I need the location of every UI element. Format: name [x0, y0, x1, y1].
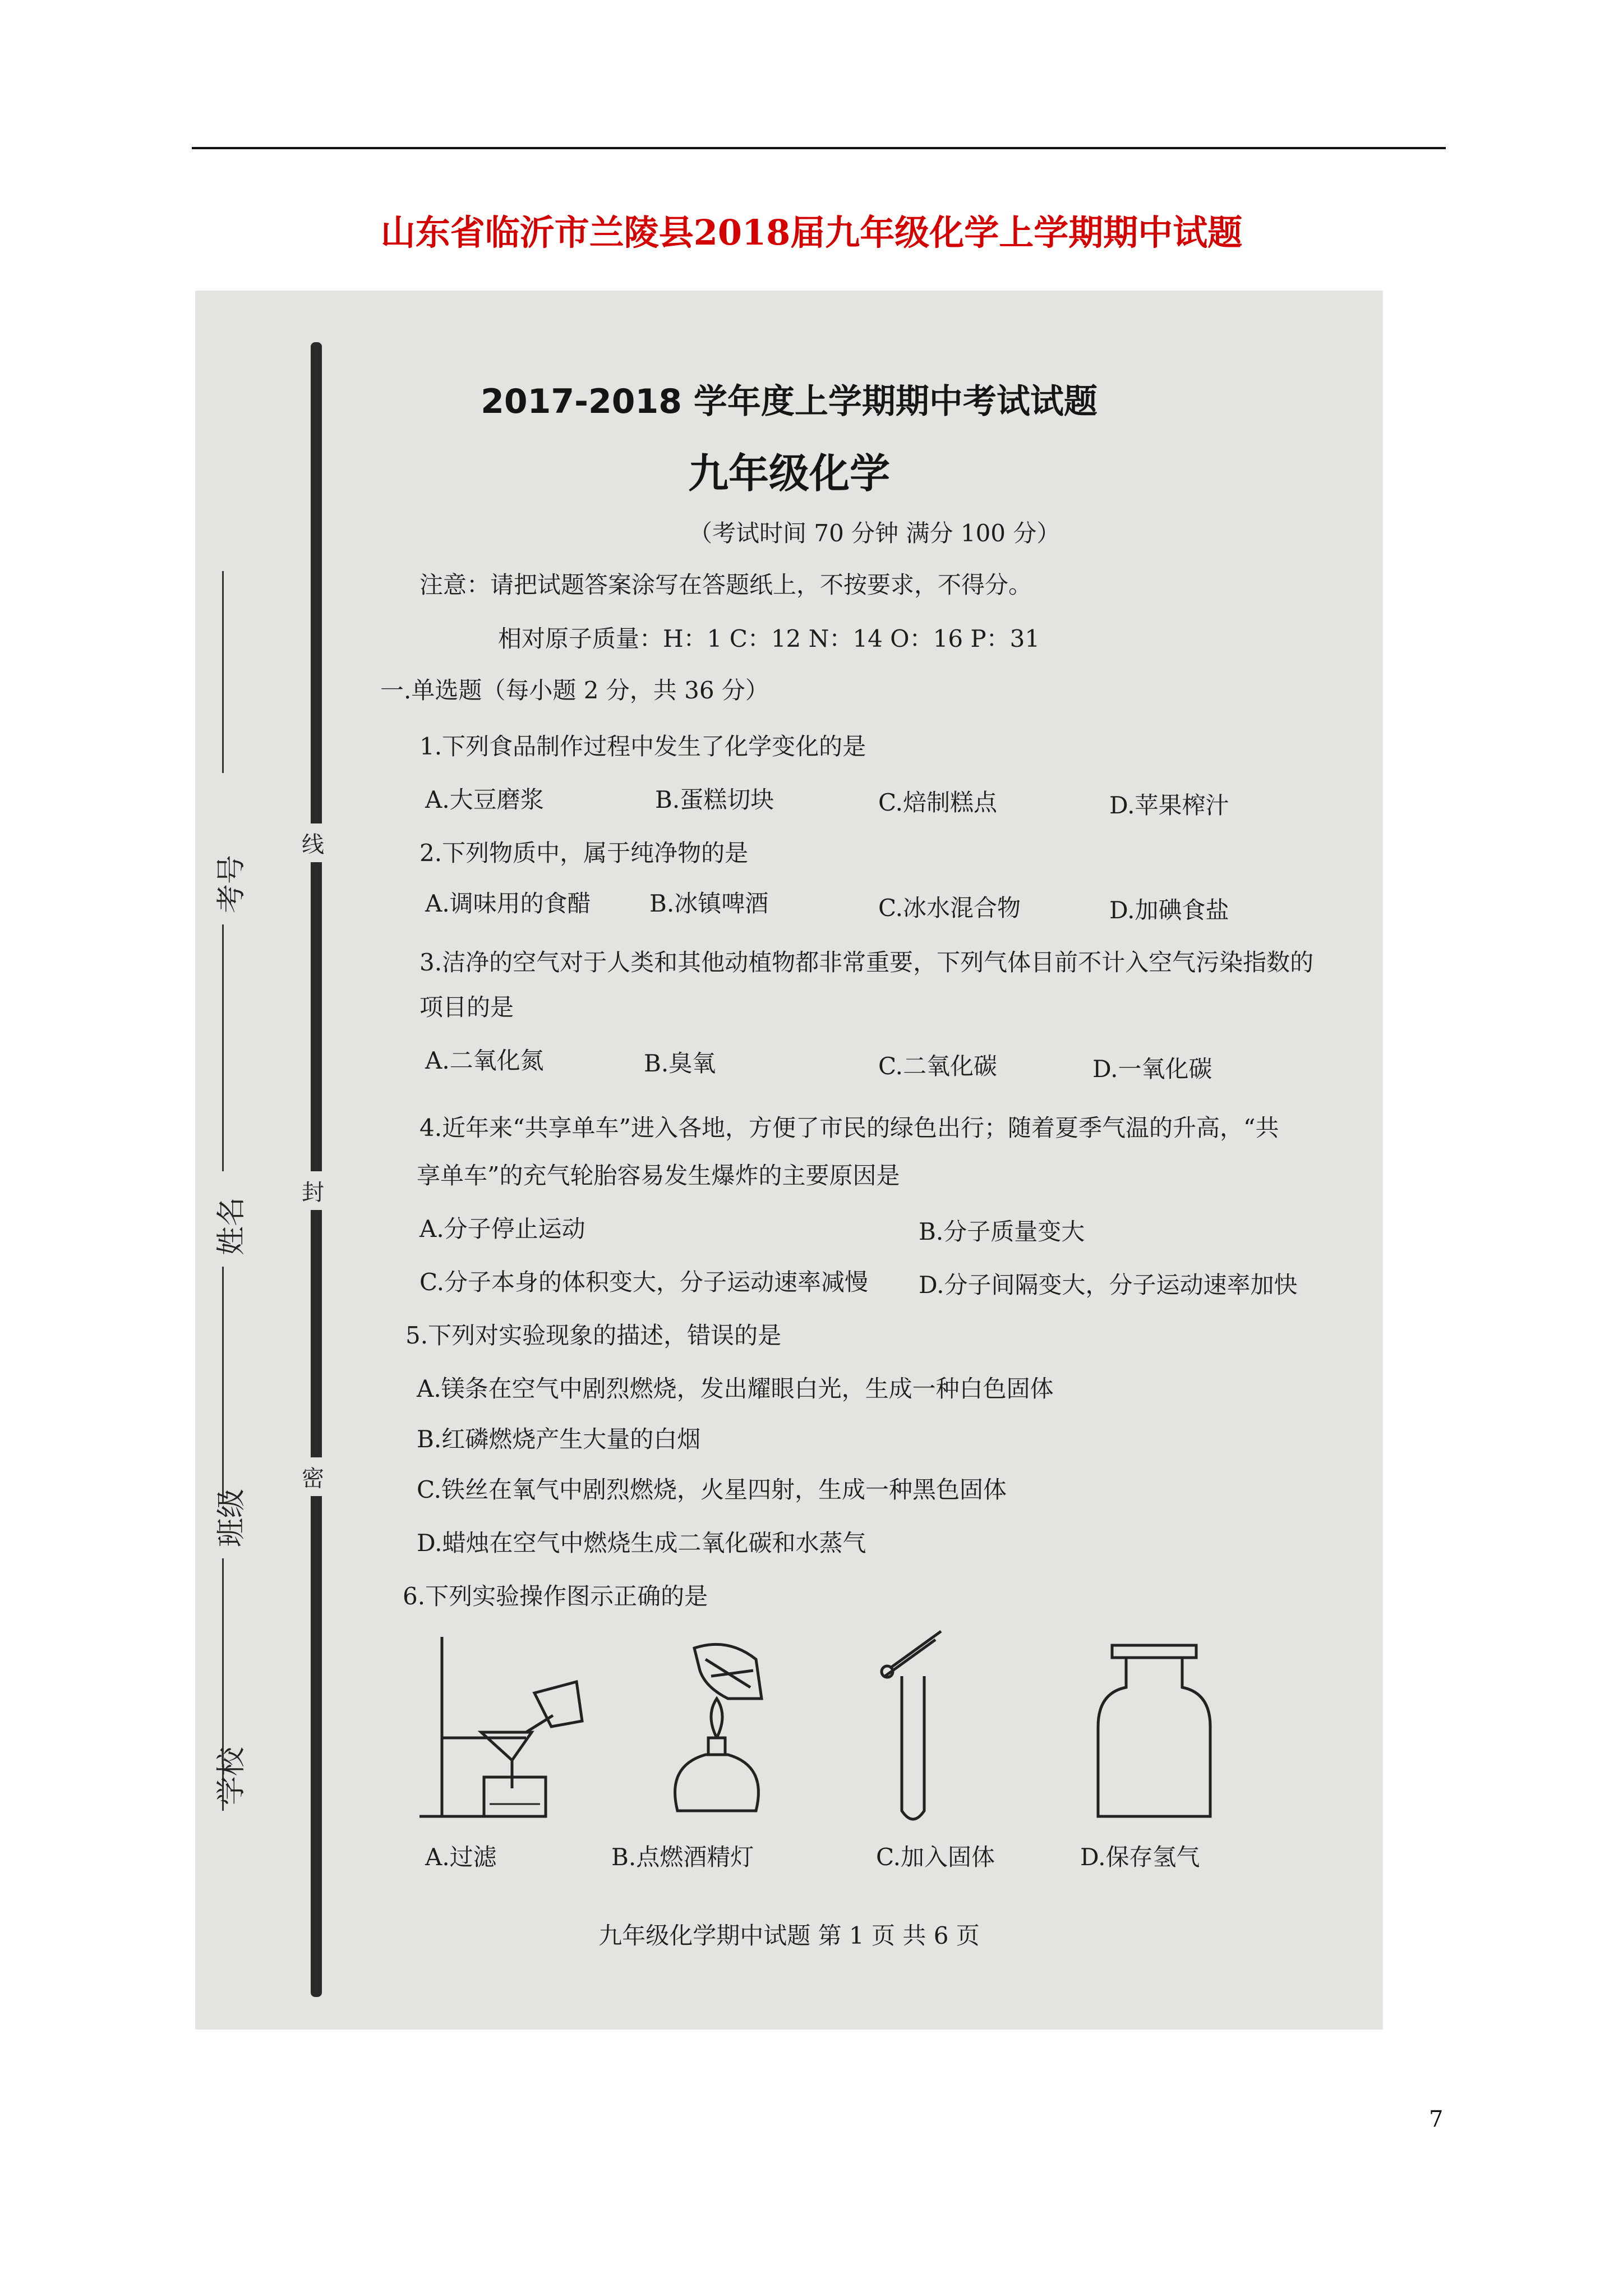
option-a: A.大豆磨浆	[425, 786, 544, 813]
atomic-masses: 相对原子质量：H：1 C：12 N：14 O：16 P：31	[498, 625, 1040, 652]
binding-char-secret: 密	[302, 1457, 324, 1496]
question-stem-line2: 享单车”的充气轮胎容易发生爆炸的主要原因是	[417, 1162, 900, 1189]
option-b: B.红磷燃烧产生大量的白烟	[417, 1425, 701, 1453]
question-stem: 1.下列食品制作过程中发生了化学变化的是	[419, 733, 866, 760]
alcohol-lamp-icon	[644, 1626, 812, 1828]
option-d: D.蜡烛在空气中燃烧生成二氧化碳和水蒸气	[417, 1529, 866, 1557]
field-line	[222, 1267, 224, 1502]
exam-title: 2017-2018 学年度上学期期中考试试题	[481, 382, 1098, 421]
option-c: C.二氧化碳	[878, 1052, 997, 1080]
field-line	[222, 924, 224, 1171]
option-b: B.蛋糕切块	[655, 786, 774, 813]
exam-notice: 注意：请把试题答案涂写在答题纸上，不按要求，不得分。	[419, 571, 1032, 599]
option-a: A.镁条在空气中剧烈燃烧，发出耀眼白光，生成一种白色固体	[417, 1375, 1054, 1402]
binding-char-seal: 封	[302, 1171, 324, 1210]
option-a: A.二氧化氮	[425, 1047, 544, 1074]
option-c: C.焙制糕点	[878, 789, 997, 816]
option-c: C.加入固体	[876, 1843, 995, 1871]
option-d: D.保存氢气	[1080, 1843, 1200, 1871]
question-stem: 5.下列对实验现象的描述，错误的是	[405, 1322, 782, 1349]
option-c: C.铁丝在氧气中剧烈燃烧，火星四射，生成一种黑色固体	[417, 1476, 1007, 1503]
document-title: 山东省临沂市兰陵县2018届九年级化学上学期期中试题	[380, 212, 1243, 253]
exam-scan-photo	[195, 291, 1383, 2030]
section-heading: 一.单选题（每小题 2 分，共 36 分）	[380, 677, 769, 704]
label-school: 学校	[215, 1746, 248, 1805]
option-a: A.分子停止运动	[419, 1215, 585, 1243]
gas-jar-icon	[1081, 1626, 1227, 1828]
question-stem-line2: 项目的是	[419, 993, 514, 1021]
label-name: 姓名	[215, 1197, 248, 1255]
option-c: C.冰水混合物	[878, 894, 1021, 922]
field-line	[222, 571, 224, 773]
test-tube-icon	[851, 1614, 986, 1833]
option-b: B.臭氧	[644, 1050, 716, 1077]
option-d: D.一氧化碳	[1092, 1055, 1212, 1083]
option-a: A.调味用的食醋	[425, 890, 591, 917]
option-d: D.加碘食盐	[1109, 896, 1229, 924]
option-c: C.分子本身的体积变大，分子运动速率减慢	[419, 1268, 868, 1296]
binding-char-line: 线	[302, 823, 324, 862]
page-footer: 九年级化学期中试题 第 1 页 共 6 页	[598, 1922, 980, 1949]
question-stem: 3.洁净的空气对于人类和其他动植物都非常重要，下列气体目前不计入空气污染指数的	[419, 949, 1314, 976]
option-b: B.冰镇啤酒	[649, 890, 769, 917]
binding-line	[311, 342, 322, 1997]
question-stem: 4.近年来“共享单车”进入各地，方便了市民的绿色出行；随着夏季气温的升高，“共	[419, 1114, 1279, 1142]
label-class: 班级	[215, 1488, 248, 1547]
question-stem: 2.下列物质中，属于纯净物的是	[419, 839, 749, 867]
exam-time-info: （考试时间 70 分钟 满分 100 分）	[689, 519, 1061, 547]
page-number: 7	[1429, 2106, 1444, 2132]
option-d: D.苹果榨汁	[1109, 792, 1229, 819]
question-stem: 6.下列实验操作图示正确的是	[403, 1582, 708, 1610]
option-d: D.分子间隔变大，分子运动速率加快	[919, 1271, 1298, 1299]
option-b: B.点燃酒精灯	[611, 1843, 754, 1871]
exam-subject: 九年级化学	[688, 450, 890, 497]
top-rule	[192, 147, 1446, 149]
filtration-apparatus-icon	[414, 1626, 599, 1828]
label-exam-number: 考号	[215, 854, 248, 913]
option-a: A.过滤	[425, 1843, 497, 1871]
option-b: B.分子质量变大	[919, 1218, 1085, 1245]
